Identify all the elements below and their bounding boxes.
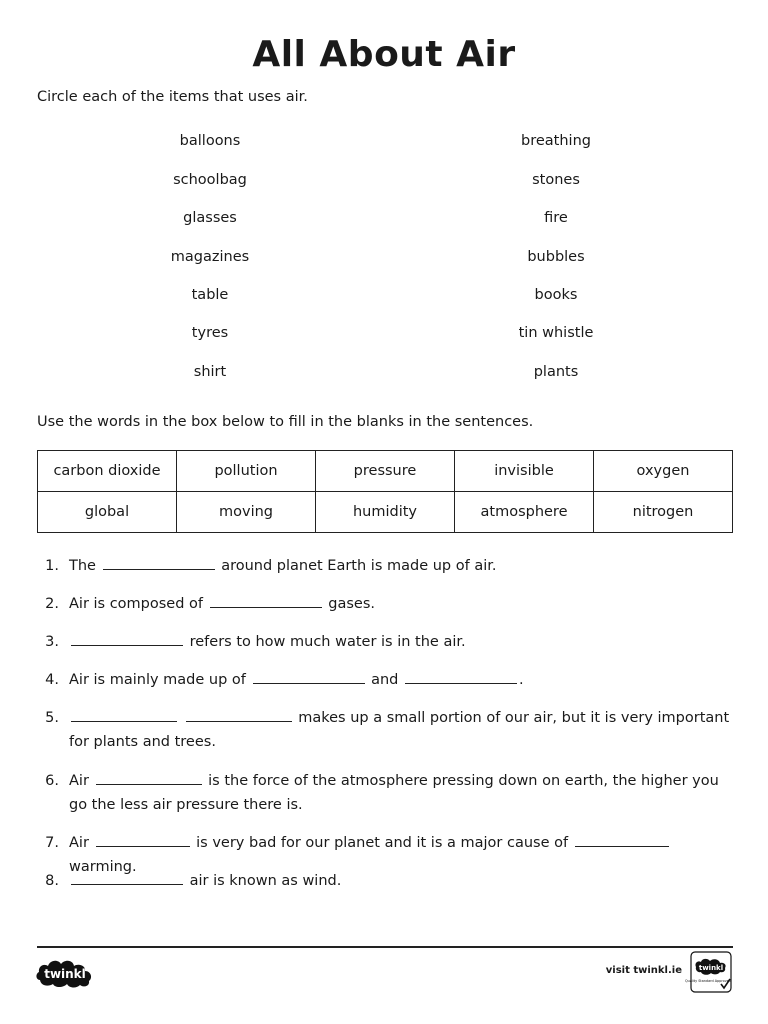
- question-number: 6.: [45, 773, 59, 789]
- item-left: tyres: [191, 325, 229, 341]
- footer-divider: [37, 946, 733, 948]
- question-number: 3.: [45, 634, 59, 650]
- quality-badge: [685, 951, 732, 993]
- item-left: balloons: [179, 133, 241, 149]
- question-text: Air: [69, 835, 89, 851]
- word-box: [37, 450, 733, 533]
- item-left: table: [191, 287, 229, 303]
- word-cell: nitrogen: [594, 492, 733, 533]
- item-left: glasses: [183, 210, 237, 226]
- word-cell: pressure: [316, 451, 455, 492]
- word-cell: moving: [177, 492, 316, 533]
- answer-blank[interactable]: [96, 832, 190, 847]
- word-cell: global: [38, 492, 177, 533]
- word-cell: oxygen: [594, 451, 733, 492]
- word-cell: pollution: [177, 451, 316, 492]
- answer-blank[interactable]: [103, 555, 215, 570]
- item-right: bubbles: [527, 249, 585, 265]
- question-number: 4.: [45, 672, 59, 688]
- question-text: Air is composed of: [69, 596, 204, 612]
- answer-blank[interactable]: [253, 669, 365, 684]
- question-text: .: [519, 672, 524, 688]
- question-text: makes up a small portion of our air, but it is very important for plants and trees.: [69, 710, 730, 750]
- twinkl-logo: [34, 954, 98, 990]
- logo-text: twinkl: [44, 967, 86, 981]
- answer-blank[interactable]: [405, 669, 517, 684]
- question-text: warming.: [69, 859, 137, 875]
- question-number: 8.: [45, 873, 59, 889]
- answer-blank[interactable]: [71, 870, 183, 885]
- question-number: 2.: [45, 596, 59, 612]
- word-cell: invisible: [455, 451, 594, 492]
- question-number: 7.: [45, 835, 59, 851]
- question-text: air is known as wind.: [189, 873, 342, 889]
- word-cell: atmosphere: [455, 492, 594, 533]
- question-text: is the force of the atmosphere pressing down on earth, the higher you go the less air pressure there is.: [69, 773, 719, 813]
- word-cell: humidity: [316, 492, 455, 533]
- question-text: Air is mainly made up of: [69, 672, 246, 688]
- question-text: refers to how much water is in the air.: [189, 634, 466, 650]
- question-text: Air: [69, 773, 89, 789]
- answer-blank[interactable]: [210, 593, 322, 608]
- item-right: stones: [532, 172, 580, 188]
- answer-blank[interactable]: [96, 770, 202, 785]
- badge-text: twinkl: [698, 964, 724, 972]
- question-text: gases.: [328, 596, 375, 612]
- badge-subtext: Quality Standard Approved: [685, 979, 731, 983]
- item-left: magazines: [170, 249, 250, 265]
- answer-blank[interactable]: [71, 707, 177, 722]
- question-number: 1.: [45, 558, 59, 574]
- item-right: tin whistle: [518, 325, 594, 341]
- page-title: All About Air: [252, 34, 516, 75]
- question-text: is very bad for our planet and it is a major cause of: [196, 835, 569, 851]
- item-left: shirt: [193, 364, 227, 380]
- item-right: breathing: [521, 133, 591, 149]
- visit-link[interactable]: visit twinkl.ie: [605, 965, 682, 976]
- word-cell: carbon dioxide: [38, 451, 177, 492]
- answer-blank[interactable]: [71, 631, 183, 646]
- question-text: and: [371, 672, 399, 688]
- question-number: 5.: [45, 710, 59, 726]
- item-right: books: [534, 287, 578, 303]
- answer-blank[interactable]: [186, 707, 292, 722]
- answer-blank[interactable]: [575, 832, 669, 847]
- item-right: plants: [533, 364, 579, 380]
- question-text: around planet Earth is made up of air.: [221, 558, 497, 574]
- fill-blanks-instruction: Use the words in the box below to fill in the blanks in the sentences.: [37, 414, 534, 430]
- item-right: fire: [544, 210, 568, 226]
- question-text: The: [69, 558, 96, 574]
- item-left: schoolbag: [173, 172, 247, 188]
- circle-instruction: Circle each of the items that uses air.: [37, 89, 308, 105]
